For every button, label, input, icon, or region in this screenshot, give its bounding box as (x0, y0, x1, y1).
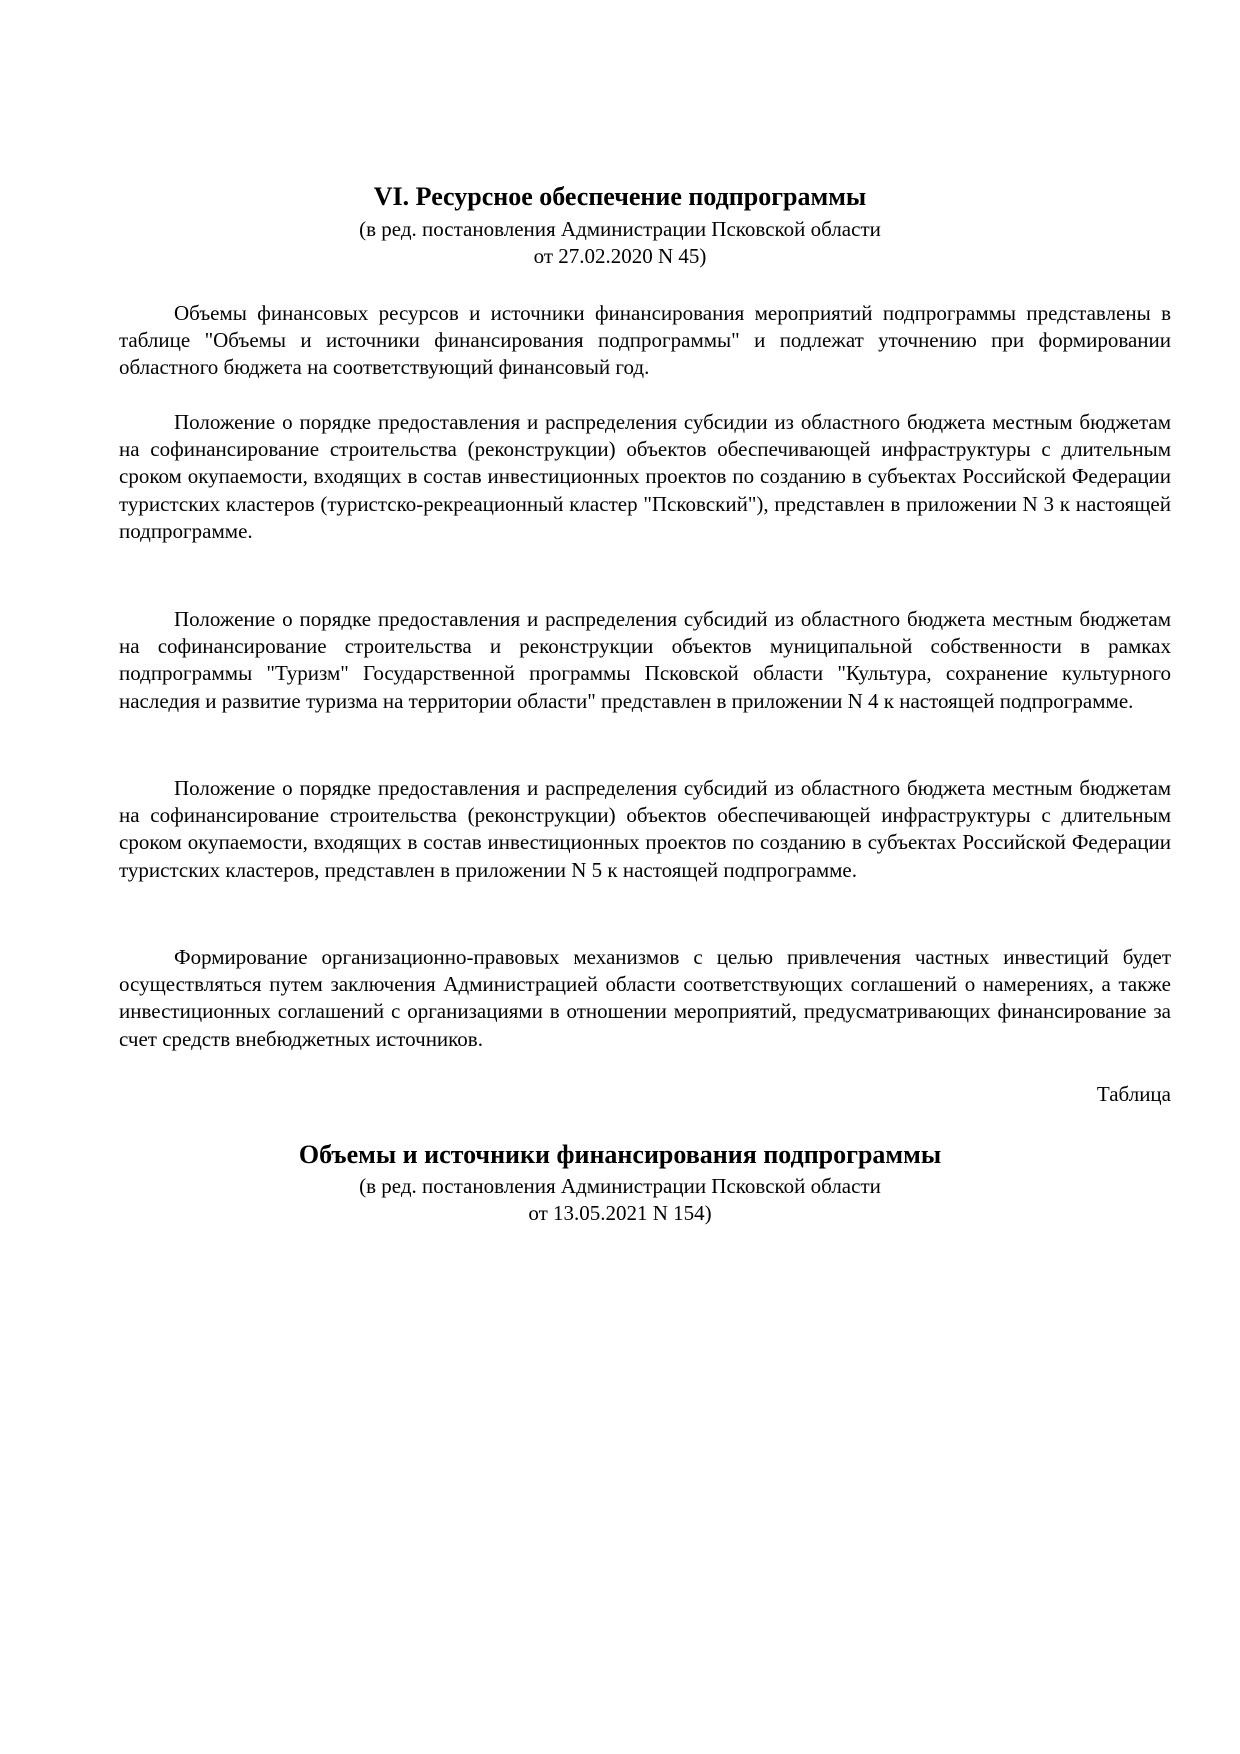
table-title: Объемы и источники финансирования подпрограммы (298, 1140, 942, 1169)
paragraph-private-investment: Формирование организационно-правовых механизмов с целью привлечения частных инвестиций будет осуществляться путем заключения Администрацией области соответствующих соглашений о намерениях, а также инвестиционных соглашений с организациями в отношении мероприятий, предусматривающих финансирование за счет средств внебюджетных источников. (119, 945, 1171, 1051)
paragraph-appendix-3: Положение о порядке предоставления и распределения субсидии из областного бюджета местным бюджетам на софинансирование строительства (реконструкции) объектов обеспечивающей инфраструктуры с длительным сроком окупаемости, входящих в состав инвестиционных проектов по созданию в субъектах Российской Федерации туристских кластеров (туристско-рекреационный кластер "Псковский"), представлен в приложении N 3 к настоящей подпрограмме. (119, 410, 1171, 543)
table-caption: Таблица (1096, 1082, 1171, 1106)
paragraph-appendix-5: Положение о порядке предоставления и распределения субсидий из областного бюджета местным бюджетам на софинансирование строительства (реконструкции) объектов обеспечивающей инфраструктуры с длительным сроком окупаемости, входящих в состав инвестиционных проектов по созданию в субъектах Российской Федерации туристских кластеров, представлен в приложении N 5 к настоящей подпрограмме. (119, 776, 1171, 882)
section-amendment-line-2: от 27.02.2020 N 45) (533, 244, 707, 268)
section-amendment-line-1: (в ред. постановления Администрации Псковской области (359, 217, 881, 241)
paragraph-appendix-4: Положение о порядке предоставления и распределения субсидий из областного бюджета местным бюджетам на софинансирование строительства и реконструкции объектов муниципальной собственности в рамках подпрограммы "Туризм" Государственной программы Псковской области "Культура, сохранение культурного наследия и развитие туризма на территории области" представлен в приложении N 4 к настоящей подпрограмме. (119, 607, 1171, 713)
table-amendment-line-2: от 13.05.2021 N 154) (528, 1201, 712, 1225)
table-amendment-line-1: (в ред. постановления Администрации Псковской области (359, 1174, 881, 1198)
paragraph-financing-volumes: Объемы финансовых ресурсов и источники финансирования мероприятий подпрограммы представлены в таблице "Объемы и источники финансирования подпрограммы" и подлежат уточнению при формировании областного бюджета на соответствующий финансовый год. (119, 301, 1171, 380)
section-title: VI. Ресурсное обеспечение подпрограммы (373, 182, 867, 211)
